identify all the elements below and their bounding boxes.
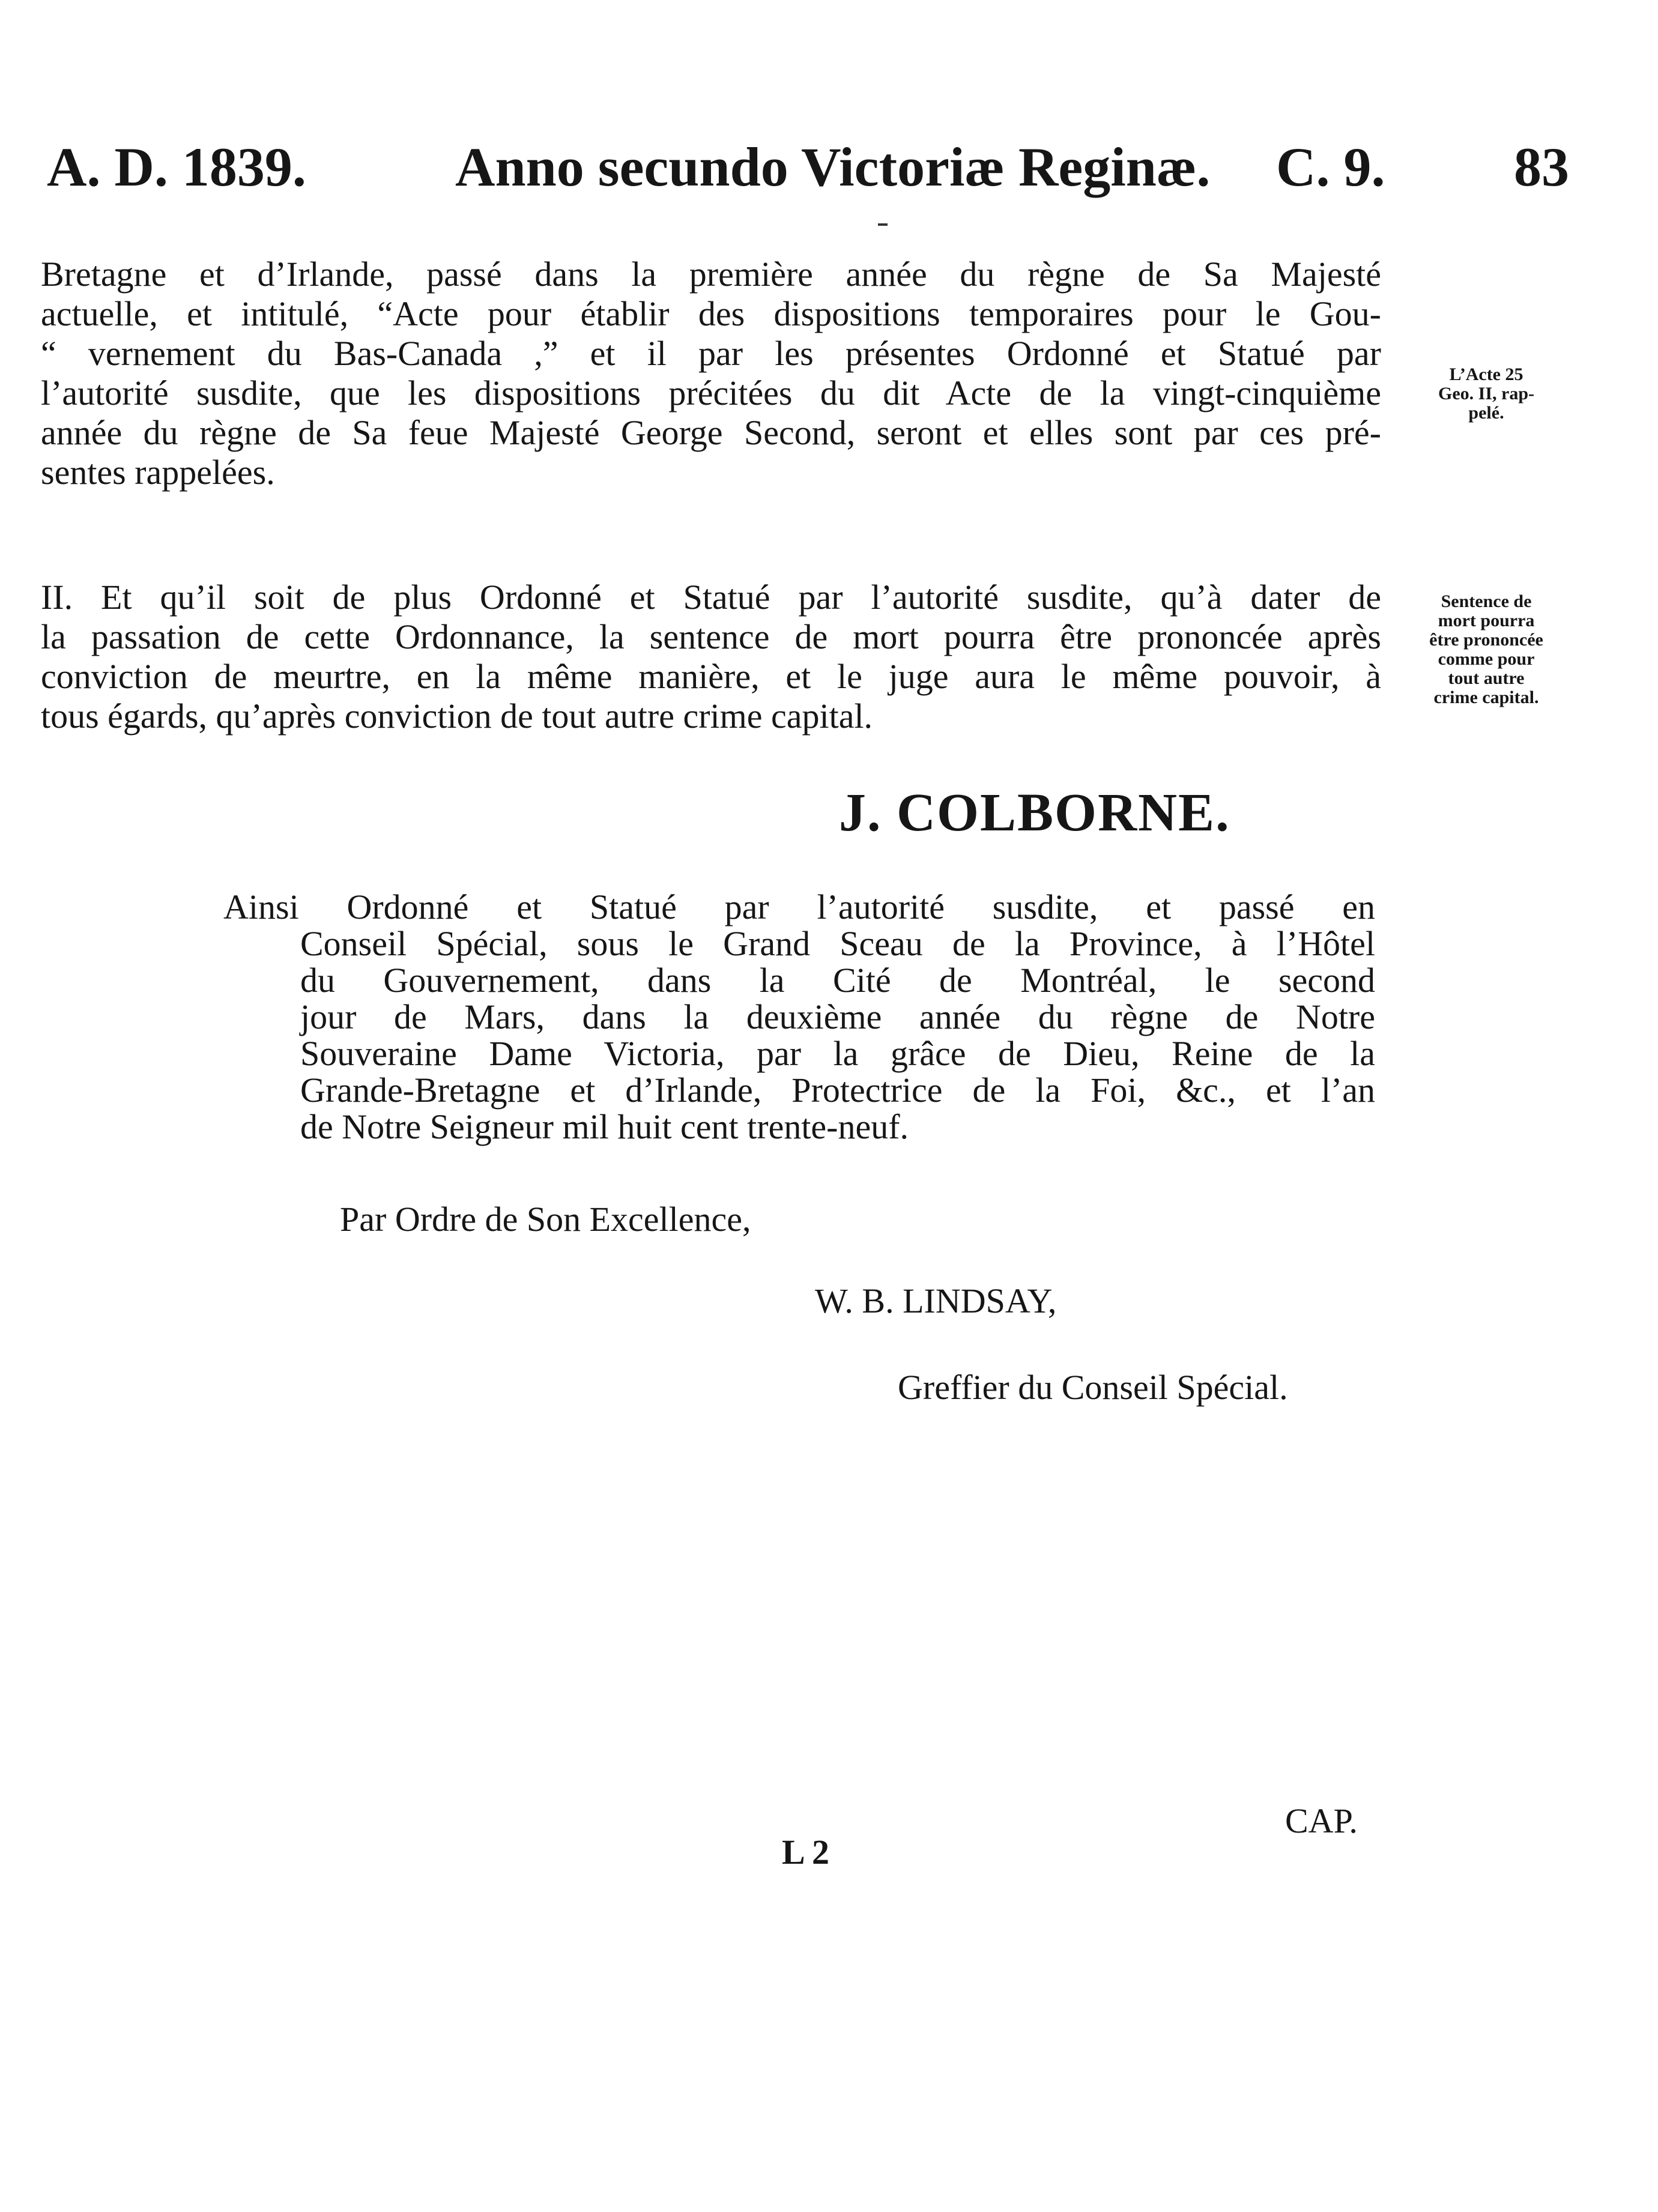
- paragraph-line: II. Et qu’il soit de plus Ordonné et Statué par l’autorité susdite, qu’à dater de: [41, 578, 1381, 617]
- governor-signature: J. COLBORNE.: [839, 783, 1230, 842]
- catchword: CAP.: [1285, 1801, 1358, 1840]
- paragraph-2: [41, 578, 1381, 736]
- paragraph-line: tous égards, qu’après conviction de tout autre crime capital.: [41, 697, 873, 736]
- margin-note-line: pelé.: [1468, 403, 1504, 423]
- page-number: 83: [1514, 136, 1569, 198]
- paragraph-line: sentes rappelées.: [41, 453, 275, 492]
- margin-note-line: être prononcée: [1429, 630, 1543, 650]
- paragraph-line: conviction de meurtre, en la même manière, et le juge aura le même pouvoir, à: [41, 657, 1381, 696]
- header-title: Anno secundo Victoriæ Reginæ.: [455, 136, 1211, 198]
- enactment-line: jour de Mars, dans la deuxième année du règne de Notre: [300, 997, 1375, 1036]
- margin-note-sentence: [1405, 592, 1567, 707]
- paragraph-1: [41, 255, 1381, 492]
- enactment-line: Grande-Bretagne et d’Irlande, Protectrice de la Foi, &c., et l’an: [300, 1071, 1375, 1110]
- header-chapter: C. 9.: [1276, 136, 1385, 198]
- paragraph-line: “ vernement du Bas-Canada ,” et il par les présentes Ordonné et Statué par: [41, 334, 1381, 373]
- order-line: Par Ordre de Son Excellence,: [340, 1200, 751, 1239]
- paragraph-line: actuelle, et intitulé, “Acte pour établir des dispositions temporaires pour le Gou-: [41, 294, 1381, 333]
- printer-signature-mark: L 2: [782, 1833, 829, 1872]
- secretary-title: Greffier du Conseil Spécial.: [898, 1368, 1288, 1407]
- paragraph-line: la passation de cette Ordonnance, la sentence de mort pourra être prononcée après: [41, 617, 1381, 656]
- margin-note-line: mort pourra: [1438, 611, 1535, 630]
- paragraph-line: Bretagne et d’Irlande, passé dans la première année du règne de Sa Majesté: [41, 255, 1381, 294]
- paragraph-line: l’autorité susdite, que les dispositions précitées du dit Acte de la vingt-cinquième: [41, 373, 1381, 412]
- margin-note-line: tout autre: [1448, 668, 1525, 688]
- enactment-clause: [223, 887, 1375, 1146]
- secretary-name: W. B. LINDSAY,: [815, 1281, 1057, 1320]
- paragraph-line: année du règne de Sa feue Majesté George Second, seront et elles sont par ces pré-: [41, 413, 1381, 452]
- enactment-line: Conseil Spécial, sous le Grand Sceau de la Province, à l’Hôtel: [300, 924, 1375, 963]
- enactment-line: Ainsi Ordonné et Statué par l’autorité susdite, et passé en: [223, 887, 1375, 926]
- header-year: A. D. 1839.: [47, 136, 306, 198]
- margin-note-repeal: [1405, 365, 1567, 423]
- margin-note-line: Sentence de: [1441, 591, 1532, 611]
- enactment-line: de Notre Seigneur mil huit cent trente-neuf.: [300, 1107, 909, 1146]
- margin-note-line: L’Acte 25: [1449, 364, 1523, 384]
- margin-note-line: comme pour: [1438, 649, 1535, 669]
- margin-note-line: Geo. II, rap-: [1438, 384, 1534, 403]
- enactment-line: du Gouvernement, dans la Cité de Montréal, le second: [300, 961, 1375, 1000]
- enactment-line: Souveraine Dame Victoria, par la grâce de Dieu, Reine de la: [300, 1034, 1375, 1073]
- header-dash: [878, 223, 888, 226]
- margin-note-line: crime capital.: [1433, 687, 1539, 707]
